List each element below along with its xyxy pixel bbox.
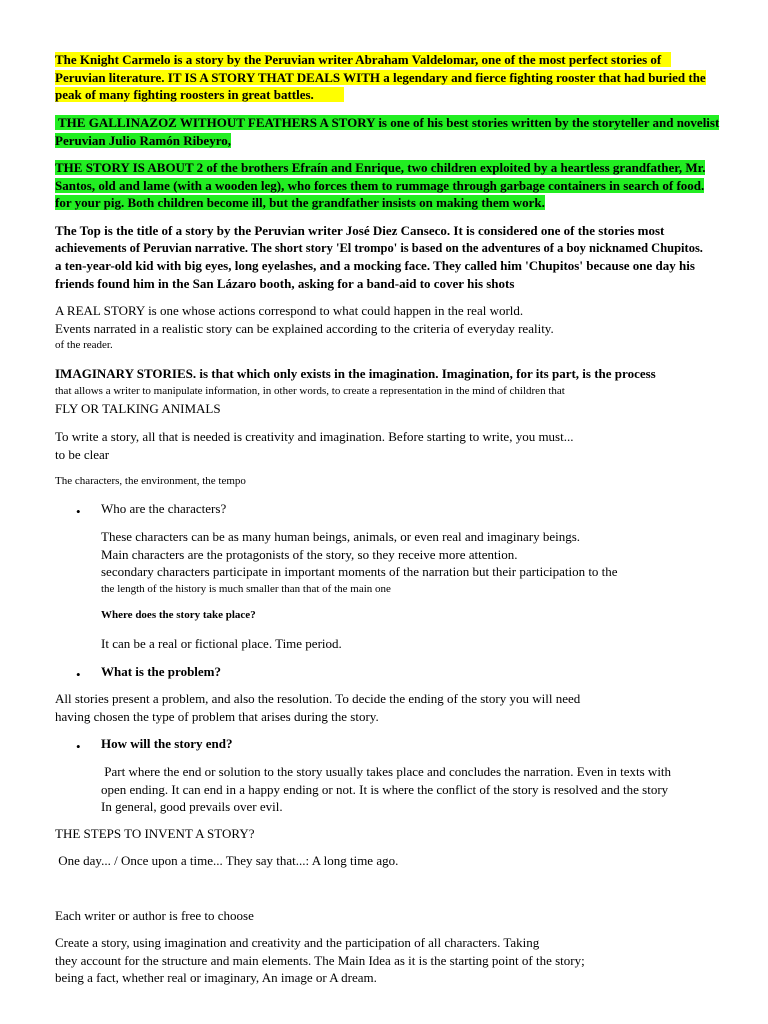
highlighted-text: The Knight Carmelo is a story by the Peruvian writer Abraham Valdelomar, one of the most perfect stories of: [55, 52, 671, 67]
paragraph-characters-environment: The characters, the environment, the tempo: [55, 475, 246, 487]
highlighted-text: THE GALLINAZOZ WITHOUT FEATHERS A STORY is one of his best stories written by the storyteller and novelist: [55, 115, 720, 130]
paragraph-knight-carmelo: [55, 51, 760, 104]
paragraph-story-openers: One day... / Once upon a time... They say that...: A long time ago.: [55, 853, 399, 868]
answer-end: Part where the end or solution to the story usually takes place and concludes the narration. Even in texts with open ending. It can end in a happy ending or not. It is where the conflict of the story is resolved and the story In general, good prevails over evil.: [101, 764, 672, 814]
question-where: Where does the story take place?: [101, 609, 256, 621]
question-characters: Who are the characters?: [101, 501, 227, 516]
paragraph-create-story: Create a story, using imagination and creativity and the participation of all characters. Taking they account for the structure and main elements. The Main Idea as it is the starting point of the story; being a fact, whether real or imaginary, An image or A dream.: [55, 935, 585, 985]
paragraph-free-to-choose: Each writer or author is free to choose: [55, 908, 254, 923]
heading-steps: THE STEPS TO INVENT A STORY?: [55, 826, 255, 841]
bullet-icon: •: [76, 667, 81, 682]
bullet-icon: •: [76, 504, 81, 519]
paragraph-imaginary-stories: IMAGINARY STORIES. is that which only exists in the imagination. Imagination, for its part, is the process that allows a writer to manipulate information, in other words, to create a representation in the mind of children that FLY OR TALKING ANIMALS: [55, 366, 656, 416]
highlighted-text: peak of many fighting roosters in great battles.: [55, 87, 344, 102]
answer-where: It can be a real or fictional place. Time period.: [101, 636, 342, 651]
bullet-icon: •: [76, 739, 81, 754]
paragraph-the-top: The Top is the title of a story by the Peruvian writer José Diez Canseco. It is considered one of the stories most achievements of Peruvian narrative. The short story 'El trompo' is based on the adventures of a boy nicknamed Chupitos. a ten-year-old kid with big eyes, long eyelashes, and a mocking face. They called him 'Chupitos' because one day his friends found him in the San Lázaro booth, asking for a band-aid to cover his shots: [55, 223, 703, 291]
highlighted-text: THE STORY IS ABOUT 2 of the brothers Efraín and Enrique, two children exploited by a heartless grandfather, Mr.: [55, 160, 706, 175]
answer-problem: All stories present a problem, and also the resolution. To decide the ending of the story you will need having chosen the type of problem that arises during the story.: [55, 691, 581, 724]
answer-characters: These characters can be as many human beings, animals, or even real and imaginary beings. Main characters are the protagonists of the story, so they receive more attention. secondary characters participate in important moments of the narration but their participation to the the length of the history is much smaller than that of the main one: [101, 529, 618, 595]
paragraph-story-about: [55, 159, 760, 212]
highlighted-text: Peruvian literature. IT IS A STORY THAT DEALS WITH a legendary and fierce fighting rooster that had buried the: [55, 69, 706, 85]
question-end: How will the story end?: [101, 736, 233, 751]
highlighted-text: Santos, old and lame (with a wooden leg), who forces them to rummage through garbage containers in search of food.: [55, 177, 705, 193]
paragraph-gallinazoz: [55, 114, 760, 149]
highlighted-text: Peruvian Julio Ramón Ribeyro,: [55, 132, 231, 148]
paragraph-real-story: A REAL STORY is one whose actions correspond to what could happen in the real world. Events narrated in a realistic story can be explained according to the criteria of everyday reality. of the reader.: [55, 303, 554, 351]
highlighted-text: for your pig. Both children become ill, but the grandfather insists on making them work.: [55, 195, 545, 210]
question-problem: What is the problem?: [101, 664, 222, 679]
paragraph-to-write: To write a story, all that is needed is creativity and imagination. Before starting to write, you must... to be clear: [55, 429, 574, 462]
